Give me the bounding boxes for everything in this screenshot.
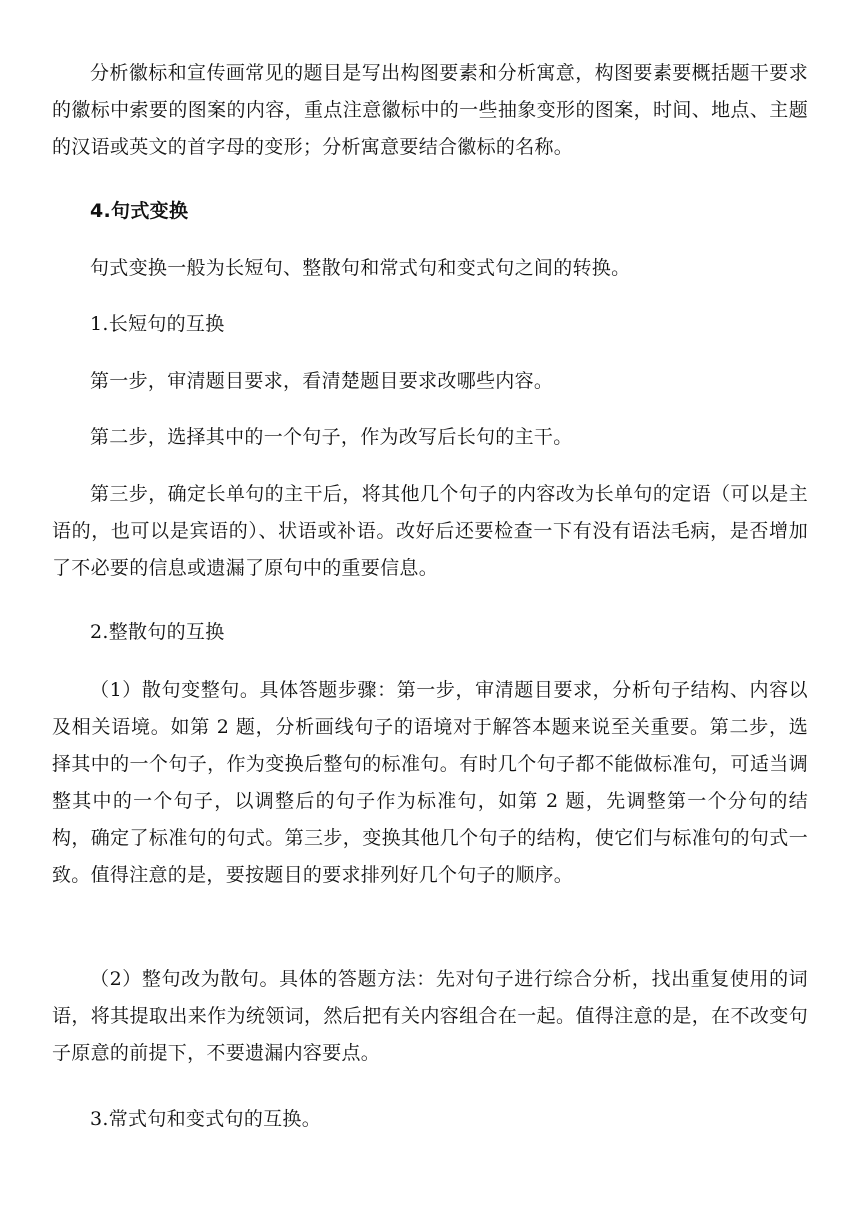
subheading-normal-inverted-sentences: 3.常式句和变式句的互换。 xyxy=(90,1108,322,1130)
subheading-regular-loose-sentences: 2.整散句的互换 xyxy=(90,621,225,643)
paragraph-emblem-analysis: 分析徽标和宣传画常见的题目是写出构图要素和分析寓意，构图要素要概括题干要求的徽标中索要的图案的内容，重点注意徽标中的一些抽象变形的图案，时间、地点、主题的汉语或英文的首字母的变形；分析寓意要结合徽标的名称。 xyxy=(52,62,808,158)
paragraph-step-one: 第一步，审清题目要求，看清楚题目要求改哪些内容。 xyxy=(90,370,554,392)
paragraph-step-three: 第三步，确定长单句的主干后，将其他几个句子的内容改为长单句的定语（可以是主语的，也可以是宾语的）、状语或补语。改好后还要检查一下有没有语法毛病，是否增加了不必要的信息或遗漏了原句中的重要信息。 xyxy=(52,483,808,579)
subheading-long-short-sentences: 1.长短句的互换 xyxy=(90,313,225,335)
section-heading-sentence-transformation: 4.句式变换 xyxy=(90,200,189,222)
paragraph-step-two: 第二步，选择其中的一个句子，作为改写后长句的主干。 xyxy=(90,426,573,448)
paragraph-loose-to-regular: （1）散句变整句。具体答题步骤：第一步，审清题目要求，分析句子结构、内容以及相关语境。如第 2 题，分析画线句子的语境对于解答本题来说至关重要。第二步，选择其中的一个句子，作为变换后整句的标准句。有时几个句子都不能做标准句，可适当调整其中的一个句子，以调整后的句子作为标准句，如第 2 题，先调整第一个分句的结构，确定了标准句的句式。第三步，变换其他几个句子的结构，使它们与标准句的句式一致。值得注意的是，要按题目的要求排列好几个句子的顺序。 xyxy=(52,679,808,886)
paragraph-regular-to-loose: （2）整句改为散句。具体的答题方法：先对句子进行综合分析，找出重复使用的词语，将其提取出来作为统领词，然后把有关内容组合在一起。值得注意的是，在不改变句子原意的前提下，不要遗漏内容要点。 xyxy=(52,968,808,1064)
paragraph-transformation-intro: 句式变换一般为长短句、整散句和常式句和变式句之间的转换。 xyxy=(90,257,631,279)
